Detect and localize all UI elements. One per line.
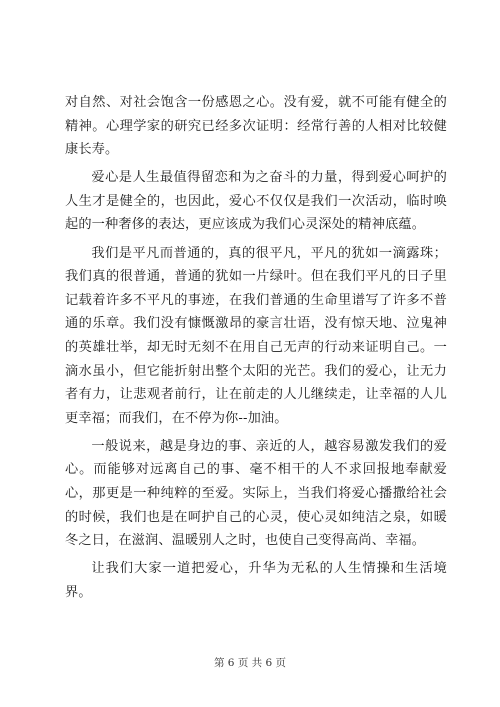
paragraph-closing: 让我们大家一道把爱心，升华为无私的人生情操和生活境界。 [65, 561, 447, 600]
paragraph-continuation: 对自然、对社会饱含一份感恩之心。没有爱，就不可能有健全的精神。心理学家的研究已经多次证明：经常行善的人相对比较健康长寿。 [65, 95, 447, 158]
paragraph-pure-love: 一般说来，越是身边的事、亲近的人，越容易激发我们的爱心。而能够对远离自己的事、毫不相干的人不求回报地奉献爱心，那更是一种纯粹的至爱。实际上，当我们将爱心播撒给社会的时候，我们也是在呵护自己的心灵，使心灵如纯洁之泉，如暖冬之日，在滋润、温暖别人之时，也使自己变得高尚、幸福。 [65, 438, 447, 549]
paragraph-love-strength: 爱心是人生最值得留恋和为之奋斗的力量，得到爱心呵护的人生才是健全的，也因此，爱心不仅仅是我们一次活动，临时唤起的一种奢侈的表达，更应该成为我们心灵深处的精神底蕴。 [65, 170, 447, 233]
page-number-footer: 第 6 页 共 6 页 [213, 657, 287, 669]
paragraph-ordinary-people: 我们是平凡而普通的，真的很平凡，平凡的犹如一滴露珠；我们真的很普通，普通的犹如一片绿叶。但在我们平凡的日子里记载着许多不平凡的事迹，在我们普通的生命里谱写了许多不普通的乐章。我们没有慷慨激昂的豪言壮语，没有惊天地、泣鬼神的英雄壮举，却无时无刻不在用自己无声的行动来证明自己。一滴水虽小，但它能折射出整个太阳的光芒。我们的爱心，让无力者有力，让悲观者前行，让在前走的人儿继续走，让幸福的人儿更幸福；而我们，在不停为你--加油。 [65, 245, 447, 426]
document-body [65, 91, 447, 609]
